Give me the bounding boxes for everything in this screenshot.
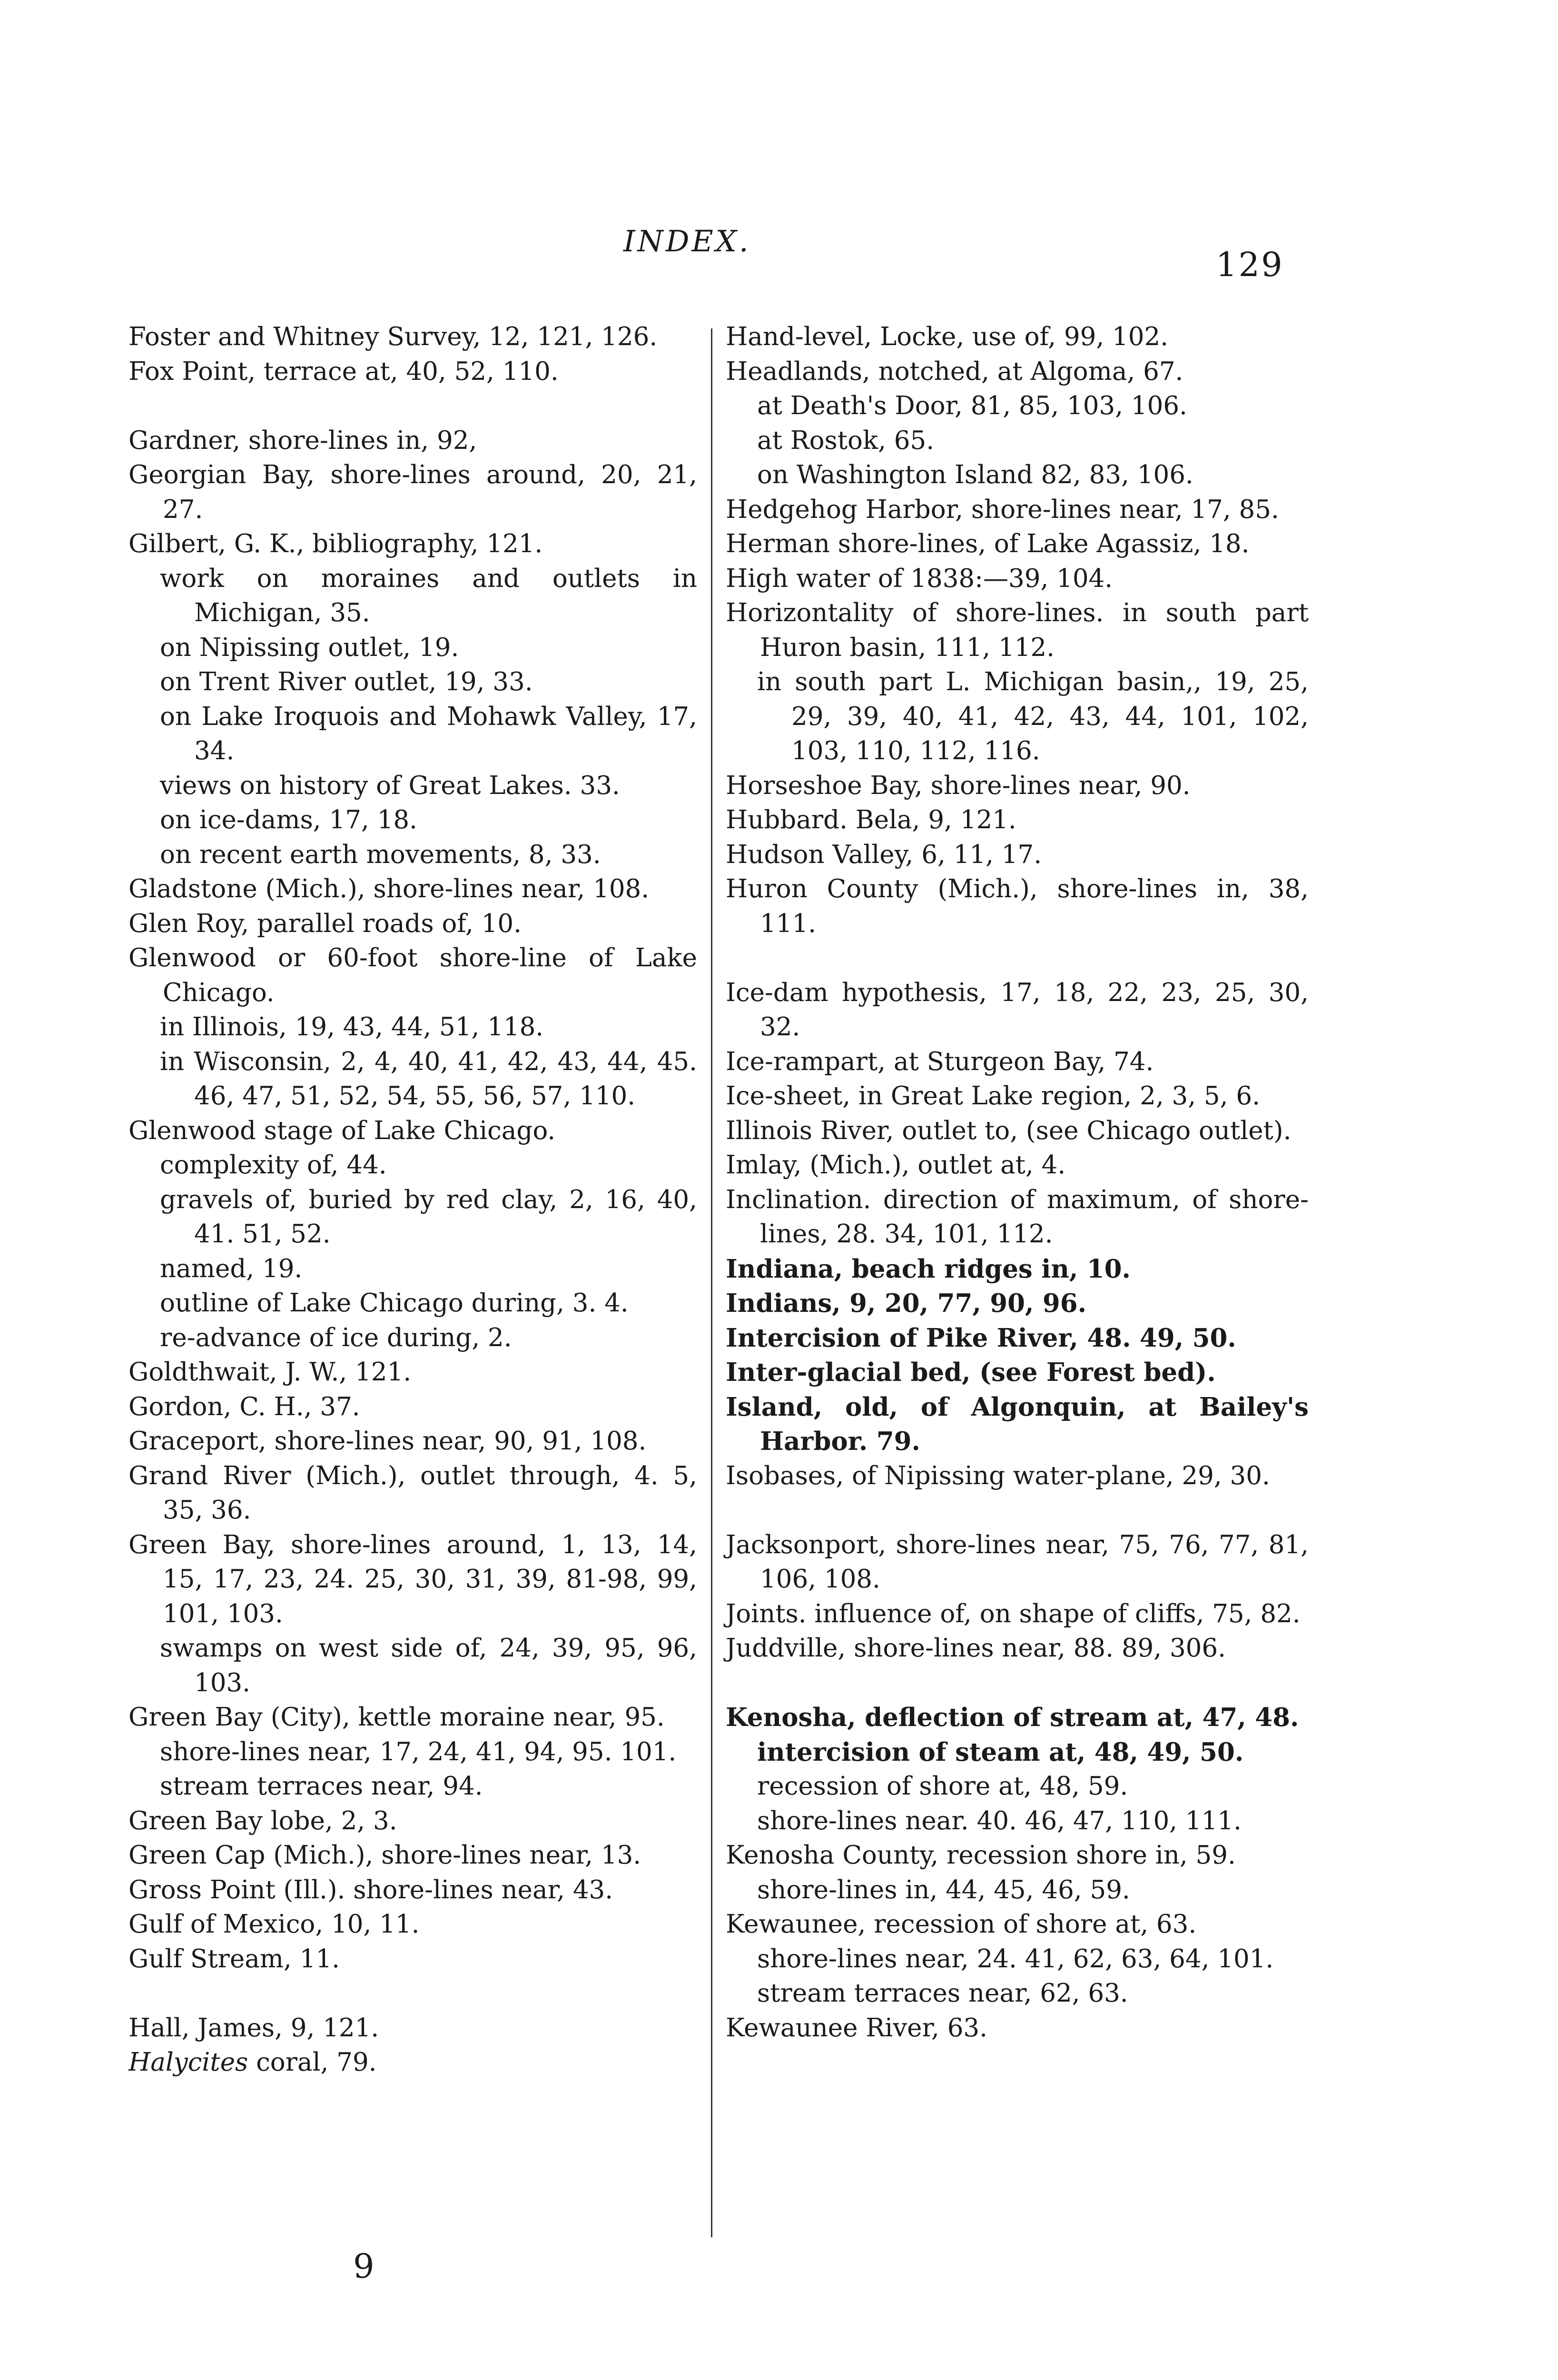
index-entry: Ice-sheet, in Great Lake region, 2, 3, 5, 6. (726, 1081, 1260, 1111)
section-gap (128, 1976, 697, 2011)
index-subentry: work on moraines and outlets in Michigan, 35. (160, 564, 697, 627)
index-entry: Graceport, shore-lines near, 90, 91, 108. (128, 1427, 647, 1456)
index-entry: Hedgehog Harbor, shore-lines near, 17, 85. (726, 495, 1279, 524)
index-entry: Green Bay (City), kettle moraine near, 95. (128, 1703, 665, 1732)
index-subentry: gravels of, buried by red clay, 2, 16, 40, 41. 51, 52. (160, 1185, 697, 1249)
index-entry: Hall, James, 9, 121. (128, 2013, 379, 2043)
index-entry: Indiana, beach ridges in, 10. (726, 1254, 1131, 1284)
italic-term: Halycites (128, 2048, 248, 2077)
section-gap (726, 1666, 1309, 1701)
index-entry: Glenwood stage of Lake Chicago. (128, 1116, 556, 1145)
index-entry: Gardner, shore-lines in, 92, (128, 426, 477, 455)
index-subentry: in south part L. Michigan basin,, 19, 25, 29, 39, 40, 41, 42, 43, 44, 101, 102, 103, 110, 112, 116. (757, 667, 1309, 765)
index-entry: Grand River (Mich.), outlet through, 4. 5, 35, 36. (128, 1461, 697, 1525)
index-entry: Goldthwait, J. W., 121. (128, 1358, 412, 1387)
entry-text: coral, 79. (248, 2048, 377, 2077)
index-subentry: on Lake Iroquois and Mohawk Valley, 17, 34. (160, 702, 697, 765)
index-subentry: on Trent River outlet, 19, 33. (160, 667, 533, 696)
index-entry: Ice-dam hypothesis, 17, 18, 22, 23, 25, 30, 32. (726, 978, 1309, 1041)
index-entry: Gulf of Mexico, 10, 11. (128, 1910, 420, 1939)
index-subentry: on ice-dams, 17, 18. (160, 805, 417, 834)
index-entry: Green Bay, shore-lines around, 1, 13, 14, 15, 17, 23, 24. 25, 30, 31, 39, 81-98, 99, 101, 103. (128, 1530, 697, 1628)
index-subentry: named, 19. (160, 1254, 303, 1283)
index-subentry: in Wisconsin, 2, 4, 40, 41, 42, 43, 44, 45. 46, 47, 51, 52, 54, 55, 56, 57, 110. (160, 1047, 697, 1111)
index-entry: Island, old, of Algonquin, at Bailey's Harbor. 79. (726, 1392, 1309, 1456)
index-entry: Fox Point, terrace at, 40, 52, 110. (128, 357, 559, 386)
index-subentry: stream terraces near, 62, 63. (757, 1979, 1128, 2008)
index-subentry: intercision of steam at, 48, 49, 50. (757, 1737, 1244, 1767)
page-number: 129 (1216, 245, 1284, 284)
index-column-left (128, 320, 697, 2080)
index-subentry: complexity of, 44. (160, 1150, 387, 1180)
index-entry: Kenosha, deflection of stream at, 47, 48. (726, 1703, 1299, 1732)
column-divider (711, 328, 712, 2237)
index-entry: High water of 1838:—39, 104. (726, 564, 1113, 593)
index-entry: Glen Roy, parallel roads of, 10. (128, 909, 522, 938)
index-entry: Juddville, shore-lines near, 88. 89, 306. (726, 1634, 1226, 1663)
index-subentry: shore-lines near, 17, 24, 41, 94, 95. 101. (160, 1737, 677, 1766)
index-entry: Hubbard. Bela, 9, 121. (726, 805, 1016, 834)
index-entry: Gilbert, G. K., bibliography, 121. (128, 529, 543, 558)
index-entry: Gladstone (Mich.), shore-lines near, 108. (128, 874, 650, 903)
index-entry: Headlands, notched, at Algoma, 67. (726, 357, 1183, 386)
index-entry: Kewaunee River, 63. (726, 2013, 988, 2043)
index-entry: Gordon, C. H., 37. (128, 1392, 360, 1421)
index-subentry: on Washington Island 82, 83, 106. (757, 460, 1193, 489)
index-entry: Gross Point (Ill.). shore-lines near, 43. (128, 1875, 613, 1904)
index-subentry: views on history of Great Lakes. 33. (160, 771, 620, 800)
index-entry: Imlay, (Mich.), outlet at, 4. (726, 1150, 1066, 1180)
section-gap (128, 389, 697, 424)
index-subentry: shore-lines near. 40. 46, 47, 110, 111. (757, 1806, 1242, 1835)
index-subentry: recession of shore at, 48, 59. (757, 1772, 1128, 1801)
signature-mark: 9 (353, 2247, 375, 2286)
index-entry: Jacksonport, shore-lines near, 75, 76, 77, 81, 106, 108. (726, 1530, 1309, 1594)
index-entry: Green Cap (Mich.), shore-lines near, 13. (128, 1841, 641, 1870)
index-entry: Indians, 9, 20, 77, 90, 96. (726, 1289, 1087, 1318)
index-entry: Gulf Stream, 11. (128, 1944, 340, 1973)
index-entry: Intercision of Pike River, 48. 49, 50. (726, 1323, 1236, 1353)
index-subentry: swamps on west side of, 24, 39, 95, 96, 103. (160, 1634, 697, 1697)
index-entry (128, 2045, 697, 2080)
index-entry: Hudson Valley, 6, 11, 17. (726, 840, 1042, 869)
index-entry: Illinois River, outlet to, (see Chicago outlet). (726, 1116, 1292, 1145)
section-gap (726, 941, 1309, 976)
index-subentry: at Death's Door, 81, 85, 103, 106. (757, 391, 1187, 420)
index-entry: Inclination. direction of maximum, of shore-lines, 28. 34, 101, 112. (726, 1185, 1309, 1249)
index-entry: Horizontality of shore-lines. in south part Huron basin, 111, 112. (726, 598, 1309, 662)
index-subentry: at Rostok, 65. (757, 426, 935, 455)
index-entry: Inter-glacial bed, (see Forest bed). (726, 1358, 1216, 1387)
index-subentry: stream terraces near, 94. (160, 1772, 483, 1801)
index-entry: Kenosha County, recession shore in, 59. (726, 1841, 1236, 1870)
index-entry: Kewaunee, recession of shore at, 63. (726, 1910, 1197, 1939)
index-subentry: shore-lines near, 24. 41, 62, 63, 64, 101. (757, 1944, 1274, 1973)
index-entry: Glenwood or 60-foot shore-line of Lake Chicago. (128, 943, 697, 1007)
index-subentry: in Illinois, 19, 43, 44, 51, 118. (160, 1012, 544, 1041)
index-subentry: re-advance of ice during, 2. (160, 1323, 512, 1352)
index-entry: Horseshoe Bay, shore-lines near, 90. (726, 771, 1191, 800)
index-entry: Ice-rampart, at Sturgeon Bay, 74. (726, 1047, 1154, 1076)
index-subentry: shore-lines in, 44, 45, 46, 59. (757, 1875, 1130, 1904)
index-entry: Joints. influence of, on shape of cliffs, 75, 82. (726, 1599, 1301, 1628)
index-subentry: on Nipissing outlet, 19. (160, 633, 459, 662)
index-column-right (726, 320, 1309, 2045)
index-entry: Huron County (Mich.), shore-lines in, 38, 111. (726, 874, 1309, 938)
index-subentry: outline of Lake Chicago during, 3. 4. (160, 1289, 629, 1318)
index-entry: Green Bay lobe, 2, 3. (128, 1806, 397, 1835)
running-title: INDEX. (623, 224, 751, 258)
index-entry: Foster and Whitney Survey, 12, 121, 126. (128, 322, 658, 351)
index-subentry: on recent earth movements, 8, 33. (160, 840, 601, 869)
index-entry: Georgian Bay, shore-lines around, 20, 21, 27. (128, 460, 697, 524)
index-entry: Isobases, of Nipissing water-plane, 29, 30. (726, 1461, 1270, 1490)
index-entry: Hand-level, Locke, use of, 99, 102. (726, 322, 1169, 351)
index-entry: Herman shore-lines, of Lake Agassiz, 18. (726, 529, 1250, 558)
section-gap (726, 1493, 1309, 1528)
